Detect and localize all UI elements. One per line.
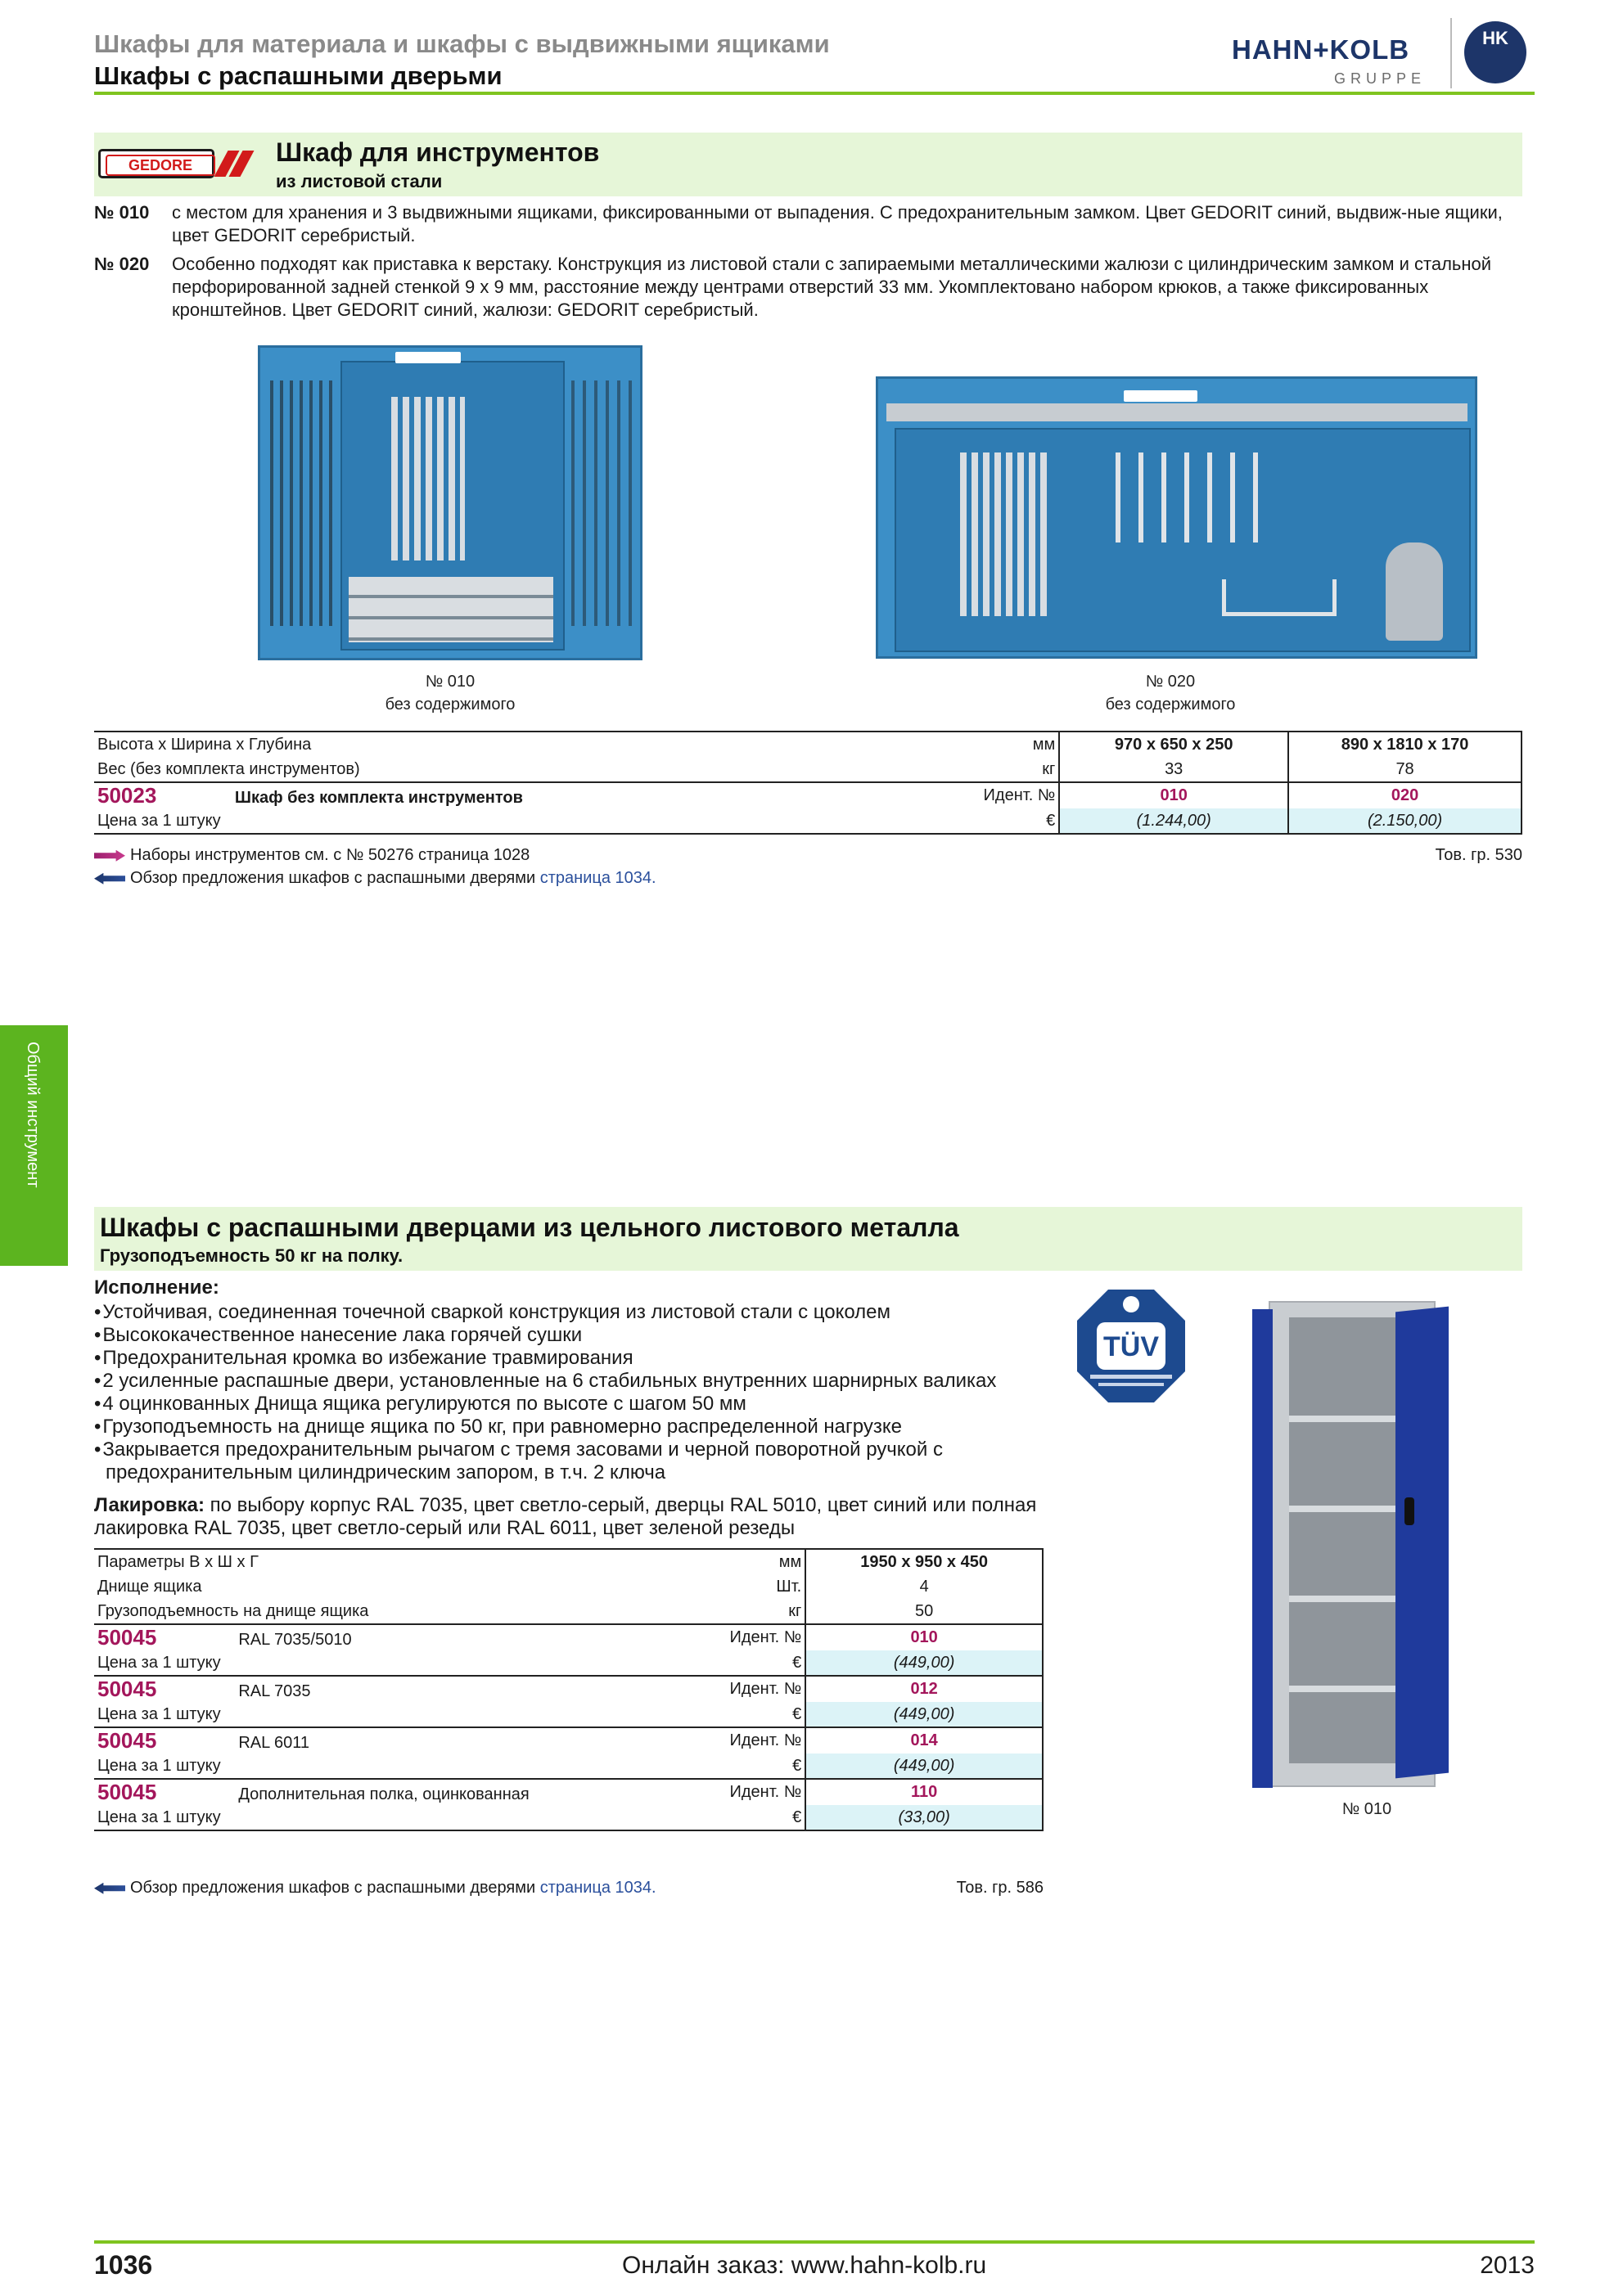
param-value: 4: [805, 1574, 1043, 1599]
section1-item-020: [94, 253, 149, 276]
arrow-right-icon: [94, 850, 125, 862]
price-label: Цена за 1 штуку: [97, 1704, 221, 1723]
currency: €: [792, 1756, 802, 1775]
currency: €: [792, 1653, 802, 1672]
list-item: • Закрывается предохранительным рычагом с тремя засовами и черной поворотной ручкой с предохранительным цилиндрическим запором, в т.ч. 2 ключа: [94, 1438, 1068, 1484]
param-label: Грузоподъемность на днище ящика: [97, 1601, 369, 1620]
steel-cabinet-image: [1244, 1293, 1449, 1796]
section2-execution-label: Исполнение:: [94, 1276, 219, 1299]
param-label: Высота x Ширина x Глубина: [97, 735, 312, 754]
table-row: [94, 808, 1522, 834]
param-label: Параметры В x Ш x Г: [97, 1552, 259, 1571]
ident-010[interactable]: 010: [1059, 782, 1288, 808]
article-cell: [94, 1676, 699, 1702]
price-value: (449,00): [805, 1754, 1043, 1779]
section2-spec-table: [94, 1548, 1044, 1831]
table-row: [94, 732, 1522, 757]
item-number: № 010: [94, 202, 150, 223]
section2-lacquer: [94, 1494, 1068, 1540]
footer-rule: [94, 2240, 1535, 2244]
caption-number: № 010: [425, 673, 476, 691]
article-description: Шкаф без комплекта инструментов: [234, 789, 523, 807]
table-row: [94, 1676, 1043, 1702]
param-value: 50: [805, 1599, 1043, 1624]
page-number: 1036: [94, 2250, 153, 2280]
page-link[interactable]: страница 1034.: [539, 1879, 656, 1897]
table-row: [94, 1805, 1043, 1830]
arrow-left-icon: [94, 1883, 125, 1894]
list-item: • Предохранительная кромка во избежание травмирования: [94, 1347, 1068, 1370]
section2-note-overview[interactable]: [94, 1879, 656, 1898]
note-text: Наборы инструментов см. с № 50276 страница 1028: [130, 846, 530, 864]
ident-value[interactable]: 110: [805, 1779, 1043, 1805]
ident-value[interactable]: 012: [805, 1676, 1043, 1702]
article-number[interactable]: 50045: [97, 1677, 157, 1701]
section1-note-toolsets[interactable]: [94, 846, 530, 865]
logo-emblem-icon: [1464, 21, 1526, 83]
online-order-link[interactable]: Онлайн заказ: www.hahn-kolb.ru: [622, 2252, 987, 2279]
image-caption-020: [1080, 673, 1260, 714]
currency: €: [792, 1808, 802, 1826]
side-tab-label: Общий инструмент: [24, 1042, 42, 1188]
gedore-logo-text: GEDORE: [106, 155, 215, 176]
image-caption-010: [368, 673, 532, 714]
article-number[interactable]: 50023: [97, 783, 157, 808]
table-row: [94, 1549, 1043, 1574]
param-value: 1950 x 950 x 450: [805, 1549, 1043, 1574]
ident-value[interactable]: 014: [805, 1727, 1043, 1754]
list-item: • 4 оцинкованных Днища ящика регулируются по высоте с шагом 50 мм: [94, 1393, 1068, 1416]
table-row: [94, 1574, 1043, 1599]
param-label: Днище ящика: [97, 1577, 202, 1596]
price-value: (449,00): [805, 1702, 1043, 1727]
price-label: Цена за 1 штуку: [97, 811, 221, 830]
article-description: Дополнительная полка, оцинкованная: [238, 1785, 530, 1803]
param-value-010: 33: [1059, 757, 1288, 782]
param-value-020: 78: [1288, 757, 1522, 782]
param-value-020: 890 x 1810 x 170: [1288, 732, 1522, 757]
image-caption-section2: № 010: [1341, 1800, 1392, 1818]
caption-number: № 020: [1145, 673, 1196, 691]
table-row: [94, 1702, 1043, 1727]
logo-wordmark: HAHN+KOLB: [1232, 34, 1410, 65]
item-number: № 020: [94, 254, 150, 274]
page-link[interactable]: страница 1034.: [539, 869, 656, 887]
section1-item-010-text: с местом для хранения и 3 выдвижными ящиками, фиксированными от выпадения. С предохранительным замком. Цвет GEDORIT синий, выдвиж-ные ящики, цвет GEDORIT серебристый.: [172, 202, 1503, 245]
section1-note-overview[interactable]: [94, 869, 656, 888]
param-unit: Шт.: [776, 1577, 802, 1596]
catalog-year: 2013: [1480, 2252, 1535, 2279]
section1-spec-table: [94, 731, 1522, 835]
ident-label: Идент. №: [983, 786, 1056, 804]
price-010: (1.244,00): [1059, 808, 1288, 834]
table-row: [94, 782, 1522, 808]
article-number[interactable]: 50045: [97, 1780, 157, 1804]
list-item: • 2 усиленные распашные двери, установленные на 6 стабильных внутренних шарнирных валиках: [94, 1370, 1068, 1393]
tuv-certification-badge: [1074, 1286, 1188, 1406]
currency: €: [1046, 811, 1056, 830]
table-row: [94, 1779, 1043, 1805]
list-item: • Устойчивая, соединенная точечной сваркой конструкция из листовой стали с цоколем: [94, 1301, 1068, 1324]
page-subsection-title: Шкафы с распашными дверьми: [94, 61, 503, 90]
logo-subtitle: GRUPPE: [1334, 70, 1427, 87]
page-section-title: Шкафы для материала и шкафы с выдвижными ящиками: [94, 29, 830, 58]
header-rule: [94, 92, 1535, 95]
ident-020[interactable]: 020: [1288, 782, 1522, 808]
caption-text: без содержимого: [385, 696, 516, 714]
param-unit: кг: [788, 1601, 802, 1620]
table-row: [94, 1754, 1043, 1779]
price-020: (2.150,00): [1288, 808, 1522, 834]
table-row: [94, 1727, 1043, 1754]
note-text: Обзор предложения шкафов с распашными дверями: [130, 1879, 536, 1897]
article-description: RAL 7035: [238, 1682, 311, 1700]
ident-label: Идент. №: [729, 1731, 802, 1749]
article-number[interactable]: 50045: [97, 1728, 157, 1753]
gedore-logo: [98, 149, 255, 178]
section2-title: Шкафы с распашными дверцами из цельного листового металла: [100, 1213, 959, 1242]
tuv-label: TÜV: [1103, 1331, 1159, 1362]
section1-product-group: Тов. гр. 530: [1435, 846, 1522, 864]
param-unit: мм: [778, 1552, 802, 1571]
caption-text: без содержимого: [1105, 696, 1236, 714]
price-label: Цена за 1 штуку: [97, 1756, 221, 1775]
table-row: [94, 757, 1522, 782]
price-label: Цена за 1 штуку: [97, 1653, 221, 1672]
section2-feature-list: [94, 1301, 1068, 1484]
table-row: [94, 1624, 1043, 1650]
article-description: RAL 7035/5010: [238, 1631, 352, 1649]
article-number[interactable]: 50045: [97, 1625, 157, 1650]
param-unit: мм: [1032, 735, 1056, 754]
ident-label: Идент. №: [729, 1628, 802, 1646]
section2-subtitle: Грузоподъемность 50 кг на полку.: [100, 1245, 403, 1266]
logo-divider: [1450, 18, 1452, 88]
article-cell: [94, 782, 961, 808]
side-category-tab[interactable]: [0, 1025, 68, 1266]
price-label: Цена за 1 штуку: [97, 1808, 221, 1826]
lacquer-label: Лакировка:: [94, 1494, 205, 1516]
tool-cabinet-020-image: [876, 376, 1477, 659]
article-description: RAL 6011: [238, 1734, 310, 1752]
tool-cabinet-010-image: [258, 345, 642, 660]
param-label: Вес (без комплекта инструментов): [97, 759, 360, 778]
param-unit: кг: [1042, 759, 1056, 778]
hahn-kolb-logo: [1228, 16, 1535, 92]
section2-product-group: Тов. гр. 586: [956, 1879, 1044, 1897]
article-cell: [94, 1624, 699, 1650]
ident-value[interactable]: 010: [805, 1624, 1043, 1650]
table-row: [94, 1650, 1043, 1676]
price-value: (449,00): [805, 1650, 1043, 1676]
article-cell: [94, 1727, 699, 1754]
section1-item-020-text: Особенно подходят как приставка к верстаку. Конструкция из листовой стали с запираемыми металлическими жалюзи с цилиндрическим замком и стальной перфорированной задней стенкой 9 x 9 мм, расстояние между центрами отверстий 33 мм. Укомплектовано набором крюков, а также фиксированных кронштейнов. Цвет GEDORIT синий, жалюзи: GEDORIT серебристый.: [172, 254, 1492, 320]
ident-label: Идент. №: [729, 1680, 802, 1698]
table-row: [94, 1599, 1043, 1624]
section1-subtitle: из листовой стали: [276, 171, 443, 191]
arrow-left-icon: [94, 873, 125, 885]
lacquer-text: по выбору корпус RAL 7035, цвет светло-серый, дверцы RAL 5010, цвет синий или полная лакировка RAL 7035, цвет светло-серый или RAL 6011, цвет зеленой резеды: [94, 1494, 1037, 1539]
note-text: Обзор предложения шкафов с распашными дверями: [130, 869, 536, 887]
article-cell: [94, 1779, 699, 1805]
currency: €: [792, 1704, 802, 1723]
ident-label: Идент. №: [729, 1783, 802, 1801]
list-item: • Грузоподъемность на днище ящика по 50 кг, при равномерно распределенной нагрузке: [94, 1416, 1068, 1438]
param-value-010: 970 x 650 x 250: [1059, 732, 1288, 757]
list-item: • Высококачественное нанесение лака горячей сушки: [94, 1324, 1068, 1347]
section1-title: Шкаф для инструментов: [276, 137, 600, 167]
price-value: (33,00): [805, 1805, 1043, 1830]
logo-mark: HK: [1482, 28, 1508, 48]
